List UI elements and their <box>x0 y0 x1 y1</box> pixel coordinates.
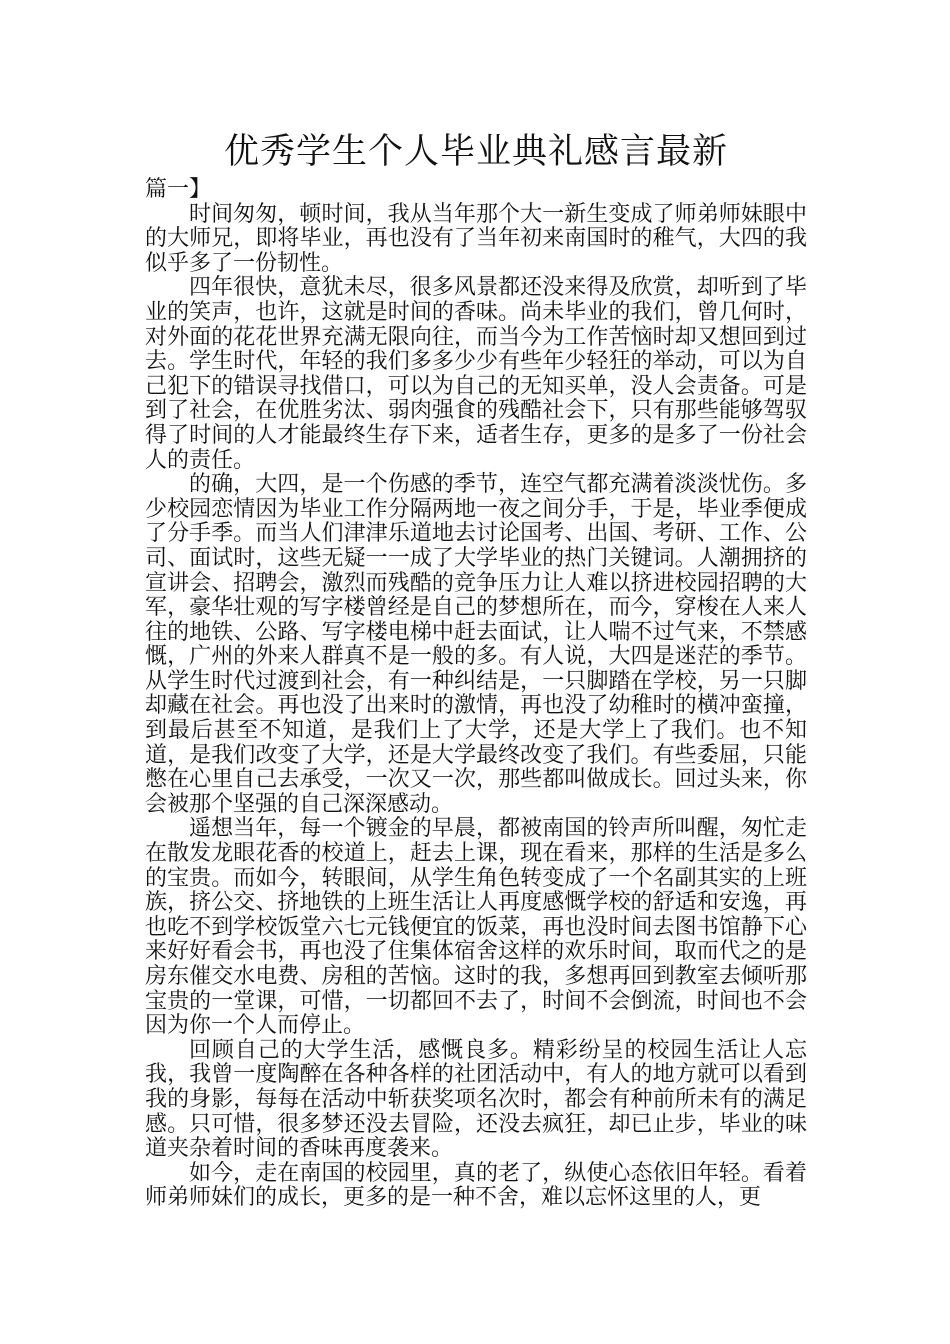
paragraph: 遥想当年，每一个镀金的早晨，都被南国的铃声所叫醒，匆忙走在散发龙眼花香的校道上，赶去上课，现在看来，那样的生活是多么的宝贵。而如今，转眼间，从学生角色转变成了一个名副其实的上班族，挤公交、挤地铁的上班生活让人再度感慨学校的舒适和安逸，再也吃不到学校饭堂六七元钱便宜的饭菜，再也没时间去图书馆静下心来好好看会书，再也没了住集体宿舍这样的欢乐时间，取而代之的是房东催交水电费、房租的苦恼。这时的我，多想再回到教室去倾听那宝贵的一堂课，可惜，一切都回不去了，时间不会倒流，时间也不会因为你一个人而停止。 <box>145 816 807 1039</box>
document-title: 优秀学生个人毕业典礼感言最新 <box>223 132 728 172</box>
paragraph: 四年很快，意犹未尽，很多风景都还没来得及欣赏，却听到了毕业的笑声，也许，这就是时间的香味。尚未毕业的我们，曾几何时，对外面的花花世界充满无限向往，而当今为工作苦恼时却又想回到过去。学生时代，年轻的我们多多少少有些年少轻狂的举动，可以为自己犯下的错误寻找借口，可以为自己的无知买单，没人会责备。可是到了社会，在优胜劣汰、弱肉强食的残酷社会下，只有那些能够驾驭得了时间的人才能最终生存下来，适者生存，更多的是多了一份社会人的责任。 <box>145 275 807 473</box>
paragraph: 回顾自己的大学生活，感慨良多。精彩纷呈的校园生活让人忘我，我曾一度陶醉在各种各样的社团活动中，有人的地方就可以看到我的身影，每每在活动中斩获奖项名次时，都会有种前所未有的满足感。只可惜，很多梦还没去冒险，还没去疯狂，却已止步，毕业的味道夹杂着时间的香味再度袭来。 <box>145 1037 807 1162</box>
paragraph: 如今，走在南国的校园里，真的老了，纵使心态依旧年轻。看着师弟师妹们的成长，更多的是一种不舍，难以忘怀这里的人，更 <box>145 1160 807 1211</box>
document-page <box>145 128 807 1211</box>
paragraph: 的确，大四，是一个伤感的季节，连空气都充满着淡淡忧伤。多少校园恋情因为毕业工作分隔两地一夜之间分手，于是，毕业季便成了分手季。而当人们津津乐道地去讨论国考、出国、考研、工作、公司、面试时，这些无疑一一成了大学毕业的热门关键词。人潮拥挤的宣讲会、招聘会，激烈而残酷的竞争压力让人难以挤进校园招聘的大军，豪华壮观的写字楼曾经是自己的梦想所在，而今，穿梭在人来人往的地铁、公路、写字楼电梯中赶去面试，让人喘不过气来，不禁感慨，广州的外来人群真不是一般的多。有人说，大四是迷茫的季节。从学生时代过渡到社会，有一种纠结是，一只脚踏在学校，另一只脚却藏在社会。再也没了出来时的激情，再也没了幼稚时的横冲蛮撞，到最后甚至不知道，是我们上了大学，还是大学上了我们。也不知道，是我们改变了大学，还是大学最终改变了我们。有些委屈，只能憋在心里自己去承受，一次又一次，那些都叫做成长。回过头来，你会被那个坚强的自己深深感动。 <box>145 472 807 817</box>
paragraph: 时间匆匆，顿时间，我从当年那个大一新生变成了师弟师妹眼中的大师兄，即将毕业，再也没有了当年初来南国时的稚气，大四的我似乎多了一份韧性。 <box>145 201 807 276</box>
section-label: 篇一】 <box>145 177 212 202</box>
